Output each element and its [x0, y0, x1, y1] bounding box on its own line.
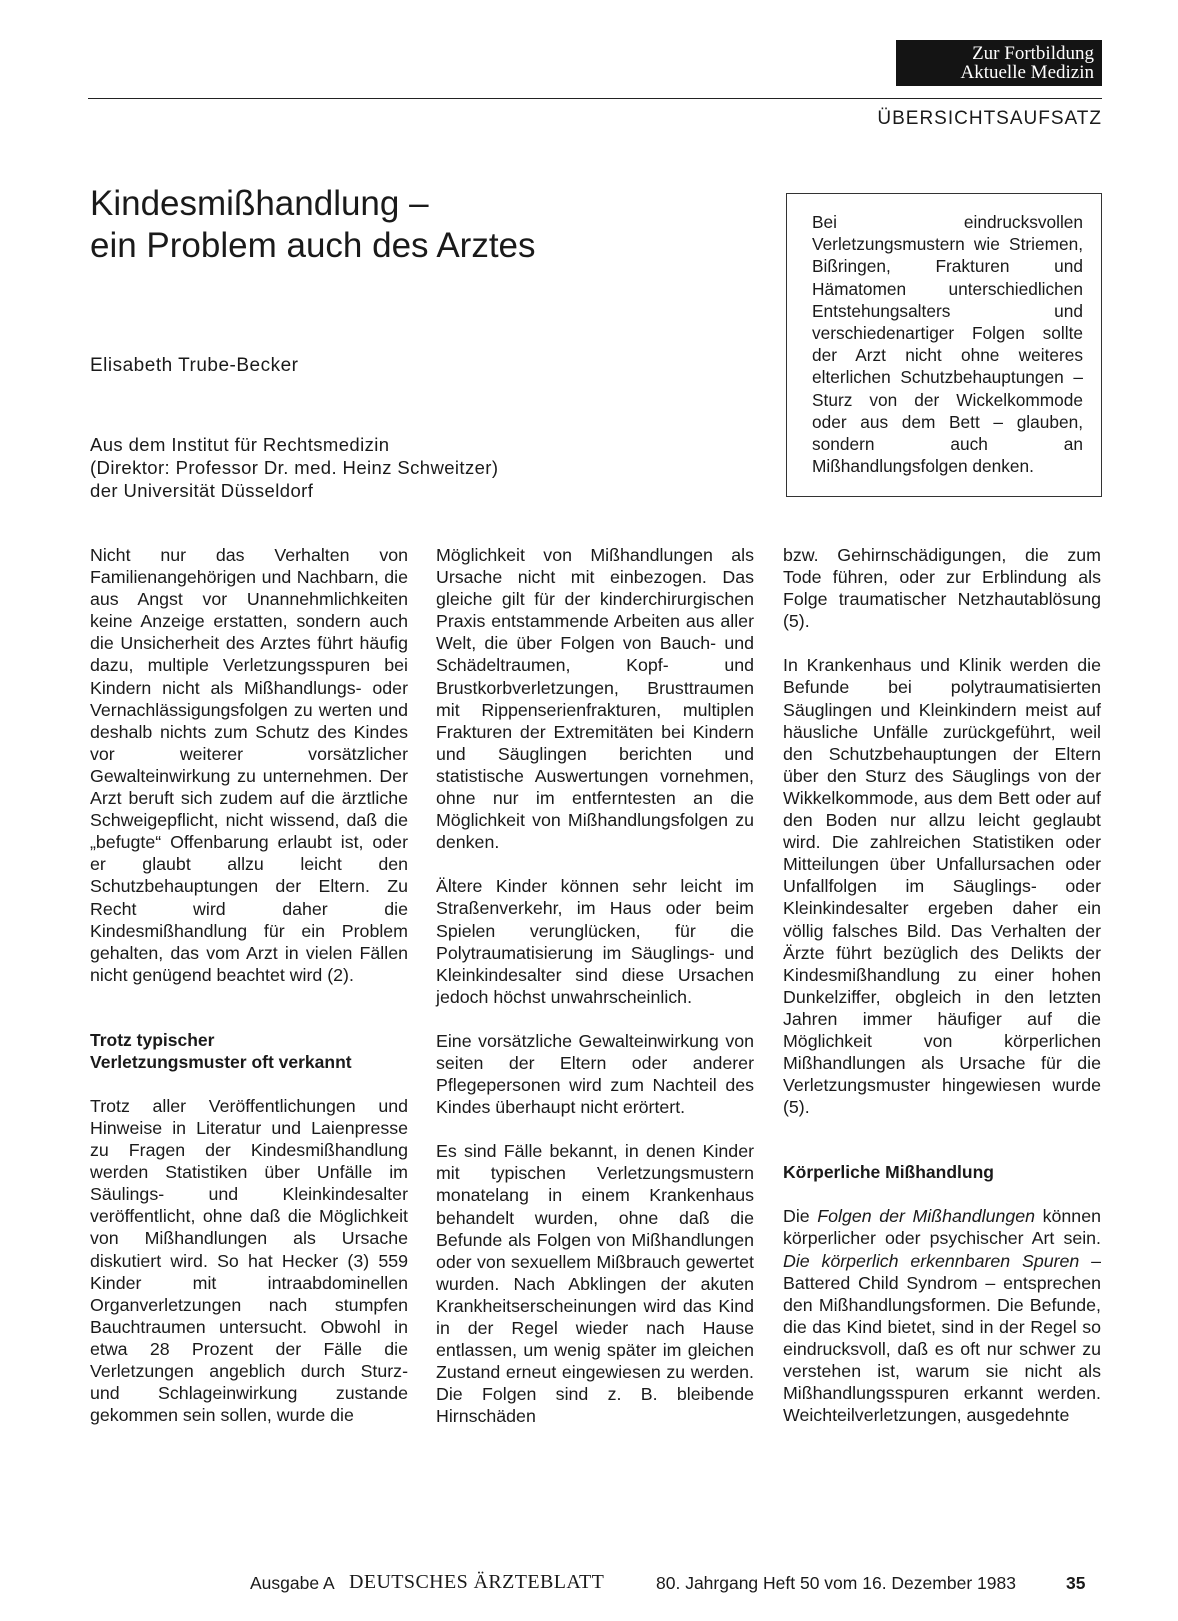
paragraph-text: können körperlicher oder psychischer Art sein.: [783, 1206, 1101, 1249]
emphasis-text: Die körperlich erkennbaren Spuren: [783, 1250, 1080, 1271]
kicker-line-1: Zur Fortbildung: [972, 43, 1094, 64]
paragraph: Möglichkeit von Mißhandlungen als Ursache nicht mit einbezogen. Das gleiche gilt für der kinderchirurgischen Praxis entstammende Arbeiten aus aller Welt, die über Folgen von Bauch- und Schädeltraumen, Kopf- und Brustkorbverletzungen, Brusttraumen mit Rippenserienfrakturen, multiplen Frakturen der Extremitäten bei Kindern und Säuglingen berichten und statistische Auswertungen vornehmen, ohne nur im entferntesten an die Möglichkeit von Mißhandlungsfolgen zu denken.: [436, 545, 754, 853]
affiliation-line-1: Aus dem Institut für Rechtsmedizin: [90, 434, 390, 455]
page-number: 35: [1066, 1573, 1086, 1593]
article-title: [90, 183, 730, 267]
edition-label: Ausgabe A: [250, 1573, 335, 1593]
affiliation: [90, 433, 690, 502]
paragraph: In Krankenhaus und Klinik werden die Befunde bei polytraumatisierten Säuglingen und Kleinkindern meist auf häusliche Unfälle zurückgeführt, weil den Schutzbehauptungen der Eltern über den Sturz des Säuglings von der Wikkelkommode, aus dem Bett oder auf den Boden nur allzu leicht geglaubt wird. Die zahlreichen Statistiken oder Mitteilungen über Unfallursachen oder Unfallfolgen im Säuglings- oder Kleinkindesalter ergeben daher ein völlig falsches Bild. Das Verhalten der Ärzte führt bezüglich des Delikts der Kindesmißhandlung zu einer hohen Dunkelziffer, obgleich in den letzten Jahren immer häufiger auf die Möglichkeit von körperlichen Mißhandlungen als Ursache für die Verletzungsmuster hingewiesen wurde (5).: [783, 655, 1101, 1118]
heading-line-2: Verletzungsmuster oft verkannt: [90, 1051, 352, 1072]
section-heading: Körperliche Mißhandlung: [783, 1162, 994, 1183]
section-label: ÜBERSICHTSAUFSATZ: [877, 108, 1102, 129]
section-heading: [90, 1029, 408, 1073]
emphasis-text: Folgen der Mißhandlungen: [817, 1206, 1036, 1227]
journal-name: DEUTSCHES ÄRZTEBLATT: [349, 1571, 605, 1593]
author: Elisabeth Trube-Becker: [90, 355, 299, 376]
abstract-text: Bei eindrucksvollen Verletzungsmustern wie Striemen, Bißringen, Frakturen und Hämatomen unterschiedlichen Entstehungsalters und verschiedenartiger Folgen sollte der Arzt nicht ohne weiteres elterlichen Schutzbehauptungen – Sturz von der Wickelkommode oder aus dem Bett – glauben, sondern auch an Mißhandlungsfolgen denken.: [812, 212, 1083, 477]
paragraph: Eine vorsätzliche Gewalteinwirkung von seiten der Eltern oder anderer Pflegepersonen wird zum Nachteil des Kindes überhaupt nicht erörtert.: [436, 1030, 754, 1118]
paragraph-text: Die: [783, 1206, 810, 1227]
heading-line-1: Trotz typischer: [90, 1029, 215, 1050]
issue-info: 80. Jahrgang Heft 50 vom 16. Dezember 1983: [656, 1573, 1016, 1593]
section-kicker: [896, 40, 1102, 86]
affiliation-line-3: der Universität Düsseldorf: [90, 480, 314, 501]
abstract-box: [786, 193, 1102, 497]
title-line-2: ein Problem auch des Arztes: [90, 226, 536, 265]
header-rule: [88, 98, 1102, 99]
paragraph: bzw. Gehirnschädigungen, die zum Tode führen, oder zur Erblindung als Folge traumatischer Netzhautablösung (5).: [783, 545, 1101, 632]
paragraph: [783, 1205, 1101, 1426]
column-1: [90, 544, 408, 1426]
paragraph: Nicht nur das Verhalten von Familienangehörigen und Nachbarn, die aus Angst vor Unannehmlichkeiten keine Anzeige erstatten, sondern auch die Unsicherheit des Arztes führt häufig dazu, multiple Verletzungsspuren bei Kindern nicht als Mißhandlungs- oder Vernachlässigungsfolgen zu werten und deshalb nichts zum Schutz des Kindes vor weiterer vorsätzlicher Gewalteinwirkung zu unternehmen. Der Arzt beruft sich zudem auf die ärztliche Schweigepflicht, nicht wissend, daß die „befugte“ Offenbarung erlaubt ist, oder er glaubt allzu leicht den Schutzbehauptungen der Eltern. Zu Recht wird daher die Kindesmißhandlung für ein Problem gehalten, das vom Arzt in vielen Fällen nicht genügend beachtet wird (2).: [90, 545, 408, 985]
paragraph: Ältere Kinder können sehr leicht im Straßenverkehr, im Haus oder beim Spielen verunglücken, für die Polytraumatisierung im Säuglings- und Kleinkindesalter sind diese Ursachen jedoch höchst unwahrscheinlich.: [436, 876, 754, 1007]
title-line-1: Kindesmißhandlung –: [90, 184, 429, 223]
paragraph: Es sind Fälle bekannt, in denen Kinder mit typischen Verletzungsmustern monatelang in einem Krankenhaus behandelt wurden, ohne daß die Befunde als Folgen von Mißhandlungen oder von sexuellem Mißbrauch gewertet wurden. Nach Abklingen der akuten Krankheitserscheinungen wird das Kind in der Regel wieder nach Hause entlassen, um wenig später im gleichen Zustand erneut eingewiesen zu werden. Die Folgen sind z. B. bleibende Hirnschäden: [436, 1141, 754, 1427]
affiliation-line-2: (Direktor: Professor Dr. med. Heinz Schweitzer): [90, 457, 499, 478]
column-3: [783, 544, 1101, 1426]
paragraph-text: – Battered Child Syndrom – entsprechen den Mißhandlungsformen. Die Befunde, die das Kind bietet, sind in der Regel so eindrucksvoll, daß es oft nur schwer zu verstehen ist, warum sie nicht als Mißhandlungsspuren erkannt werden. Weichteilverletzungen, ausgedehnte: [783, 1250, 1101, 1426]
column-2: [436, 544, 754, 1427]
paragraph: Trotz aller Veröffentlichungen und Hinweise in Literatur und Laienpresse zu Fragen der Kindesmißhandlung werden Statistiken über Unfälle im Säulings- und Kleinkindesalter veröffentlicht, ohne daß die Möglichkeit von Mißhandlungen als Ursache diskutiert wird. So hat Hecker (3) 559 Kinder mit intraabdominellen Organverletzungen nach stumpfen Bauchtraumen untersucht. Obwohl in etwa 28 Prozent der Fälle die Verletzungen angeblich durch Sturz- und Schlageinwirkung zustande gekommen sein sollen, wurde die: [90, 1095, 408, 1426]
kicker-line-2: Aktuelle Medizin: [960, 62, 1094, 83]
